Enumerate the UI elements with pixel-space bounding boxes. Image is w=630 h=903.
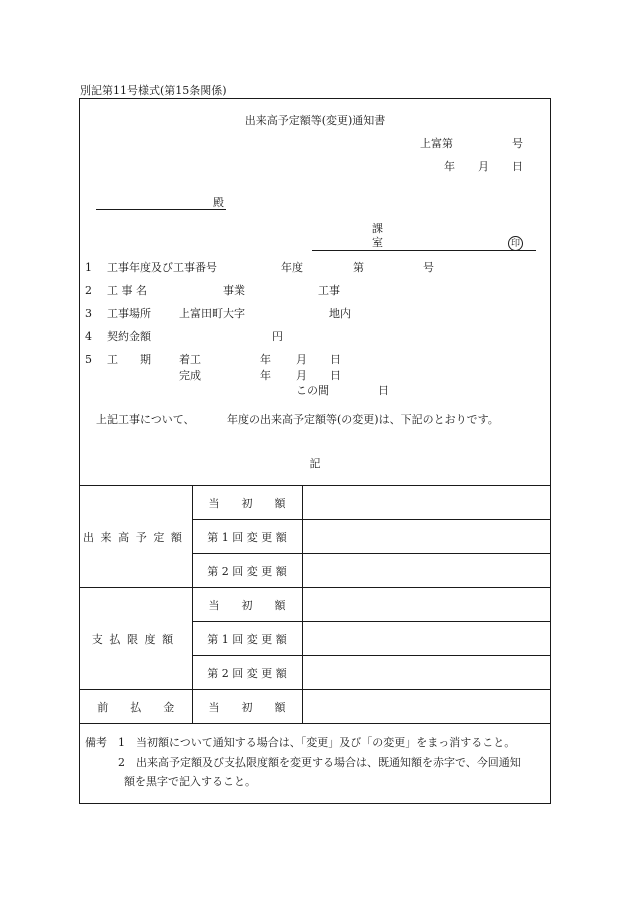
department-line [312,238,536,251]
notification-form [79,98,551,804]
issue-month: 月 [478,160,489,173]
item-2-number: 2 [85,284,92,297]
amount-cell [302,486,550,520]
group-name: 支払限度額 [80,588,192,690]
issue-day: 日 [512,160,523,173]
item-5-finish-day: 日 [330,369,341,382]
statement-part1: 上記工事について、 [96,413,195,426]
form-caption: 別記第11号様式(第15条関係) [80,84,227,97]
form-title: 出来高予定額等(変更)通知書 [244,114,386,127]
item-4-number: 4 [85,330,92,343]
note-2-text-cont: 額を黒字で記入すること。 [124,775,256,788]
item-5-label: 工 期 [107,353,151,366]
item-5-finish-month: 月 [296,369,307,382]
group-name: 出来高予定額 [80,486,192,588]
item-1-year: 年度 [281,261,303,274]
row-label: 第 1 回 変 更 額 [192,520,302,554]
amount-cell [302,588,550,622]
ki-heading: 記 [309,457,321,470]
item-5-number: 5 [85,353,92,366]
item-5-finish: 完成 [179,369,201,382]
item-3-chinai: 地内 [329,307,351,320]
item-1-number: 1 [85,261,92,274]
item-4-yen: 円 [272,330,283,343]
item-5-start-day: 日 [330,353,341,366]
department-shitsu: 室 [372,236,383,249]
item-1-dai: 第 [353,261,364,274]
issuer-number-label: 号 [512,137,523,150]
note-2-text: 出来高予定額及び支払限度額を変更する場合は、既通知額を赤字で、今回通知 [136,756,521,769]
statement-part2: 年度の出来高予定額等(の変更)は、下記のとおりです。 [227,413,499,426]
item-5-period: この間 [296,384,329,397]
amounts-table [80,485,550,724]
row-label: 第 1 回 変 更 額 [192,622,302,656]
item-5-period-unit: 日 [378,384,389,397]
item-1-label: 工事年度及び工事番号 [107,261,217,274]
seal-icon: 印 [508,236,523,251]
notes-label: 備考 [85,736,107,749]
item-2-jigyo: 事業 [223,284,245,297]
row-label: 当 初 額 [192,486,302,520]
department-ka: 課 [372,222,383,235]
note-1-number: 1 [118,736,125,749]
table-row [80,588,550,622]
row-label: 第 2 回 変 更 額 [192,656,302,690]
item-5-start-year: 年 [260,353,271,366]
amount-cell [302,622,550,656]
note-2-number: 2 [118,756,125,769]
issue-year: 年 [444,160,455,173]
amount-cell [302,554,550,588]
amount-cell [302,690,550,724]
addressee-honorific: 殿 [213,196,224,209]
amount-cell [302,656,550,690]
item-3-label: 工事場所 [107,307,151,320]
item-5-start: 着工 [179,353,201,366]
table-row [80,486,550,520]
item-2-koji: 工事 [318,284,340,297]
group-name: 前 払 金 [80,690,192,724]
note-1-text: 当初額について通知する場合は、「変更」及び「の変更」をまっ消すること。 [136,736,516,749]
item-2-label: 工 事 名 [107,284,147,297]
item-3-location: 上富田町大字 [179,307,245,320]
table-row [80,690,550,724]
amount-cell [302,520,550,554]
item-5-finish-year: 年 [260,369,271,382]
item-4-label: 契約金額 [107,330,151,343]
row-label: 第 2 回 変 更 額 [192,554,302,588]
item-1-go: 号 [423,261,434,274]
item-3-number: 3 [85,307,92,320]
issuer-prefix: 上富第 [420,137,453,150]
row-label: 当 初 額 [192,588,302,622]
item-5-start-month: 月 [296,353,307,366]
row-label: 当 初 額 [192,690,302,724]
addressee-line [96,196,226,210]
